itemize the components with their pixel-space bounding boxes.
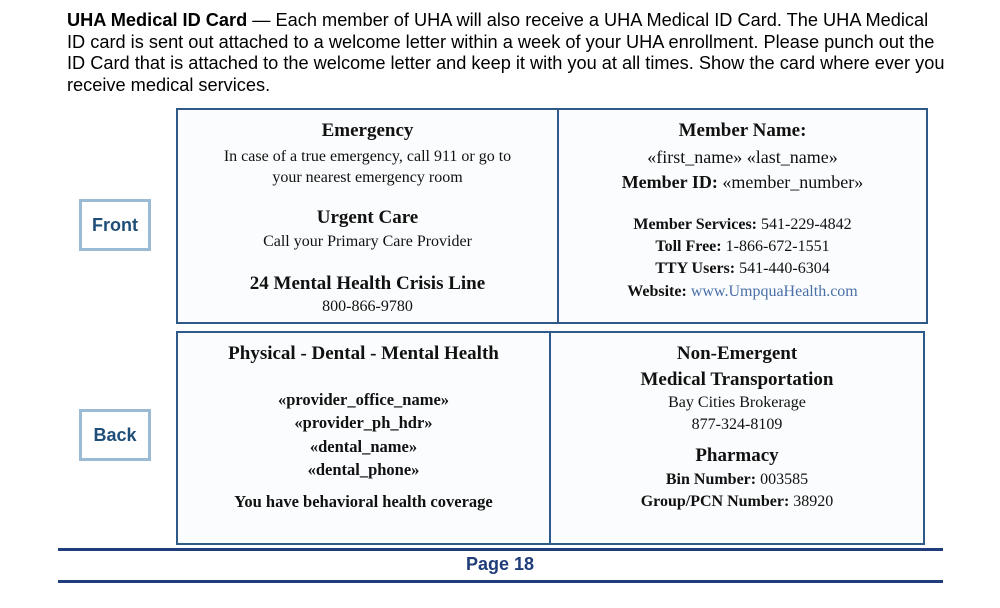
urgent-care-text: Call your Primary Care Provider: [263, 233, 472, 250]
group-pcn-line: [551, 493, 923, 511]
nemt-title-1: Non-Emergent: [676, 343, 798, 364]
tty-label: TTY Users:: [655, 260, 736, 277]
back-left-panel: [176, 331, 551, 545]
bin-number-label: Bin Number:: [665, 471, 757, 488]
card-front: [176, 108, 928, 324]
physical-dental-mental-title: Physical - Dental - Mental Health: [228, 343, 499, 364]
member-name-label: Member Name:: [678, 120, 807, 141]
member-services-line: [559, 216, 926, 234]
nemt-title-2: Medical Transportation: [640, 369, 834, 390]
bin-number-value: 003585: [760, 471, 809, 488]
toll-free-line: [559, 238, 926, 256]
website-line: [559, 283, 926, 301]
group-pcn-value: 38920: [793, 493, 834, 510]
intro-heading: UHA Medical ID Card: [67, 10, 248, 30]
toll-free-value: 1-866-672-1551: [725, 238, 830, 255]
back-label: Back: [79, 409, 151, 461]
front-label: Front: [79, 199, 151, 251]
behavioral-health-coverage: You have behavioral health coverage: [234, 492, 493, 511]
tty-value: 541-440-6304: [739, 260, 830, 277]
provider-office-name: «provider_office_name»: [277, 390, 450, 409]
bin-number-line: [551, 471, 923, 489]
pharmacy-title: Pharmacy: [695, 445, 779, 466]
broker-name: Bay Cities Brokerage: [668, 394, 806, 411]
broker-phone: 877-324-8109: [691, 416, 783, 433]
emergency-text-2: your nearest emergency room: [272, 169, 463, 186]
dental-phone: «dental_phone»: [307, 460, 420, 479]
toll-free-label: Toll Free:: [655, 238, 722, 255]
member-name-value: «first_name» «last_name»: [647, 147, 838, 167]
website-label: Website:: [627, 283, 687, 300]
card-back: [176, 331, 925, 545]
member-id-label: Member ID:: [621, 172, 718, 192]
dental-name: «dental_name»: [309, 437, 418, 456]
front-left-panel: [176, 108, 559, 324]
intro-paragraph: [67, 10, 947, 96]
emergency-title: Emergency: [321, 120, 414, 141]
intro-dash: —: [247, 10, 276, 30]
group-pcn-label: Group/PCN Number:: [640, 493, 790, 510]
urgent-care-title: Urgent Care: [316, 207, 419, 228]
website-link[interactable]: www.UmpquaHealth.com: [690, 283, 858, 300]
page-number: Page 18: [465, 554, 535, 574]
footer-top-rule: [58, 548, 943, 551]
tty-line: [559, 260, 926, 278]
member-services-value: 541-229-4842: [761, 216, 852, 233]
back-right-panel: [551, 331, 925, 545]
intro-text: Each member of UHA will also receive a UHA Medical ID Card. The UHA Medical ID card is sent out attached to a welcome letter within a week of your UHA enrollment. Please punch out the ID Card that is attached to the welcome letter and keep it with you at all times. Show the card where ever you receive medical services.: [67, 10, 945, 95]
footer-bottom-rule: [58, 580, 943, 583]
front-right-panel: [559, 108, 928, 324]
provider-ph-hdr: «provider_ph_hdr»: [294, 413, 433, 432]
member-services-label: Member Services:: [633, 216, 757, 233]
member-id-line: [559, 172, 926, 193]
crisis-line-title: 24 Mental Health Crisis Line: [249, 273, 486, 294]
emergency-text-1: In case of a true emergency, call 911 or go to: [223, 148, 512, 165]
crisis-line-phone: 800-866-9780: [322, 298, 413, 315]
member-id-value: «member_number»: [722, 172, 864, 192]
